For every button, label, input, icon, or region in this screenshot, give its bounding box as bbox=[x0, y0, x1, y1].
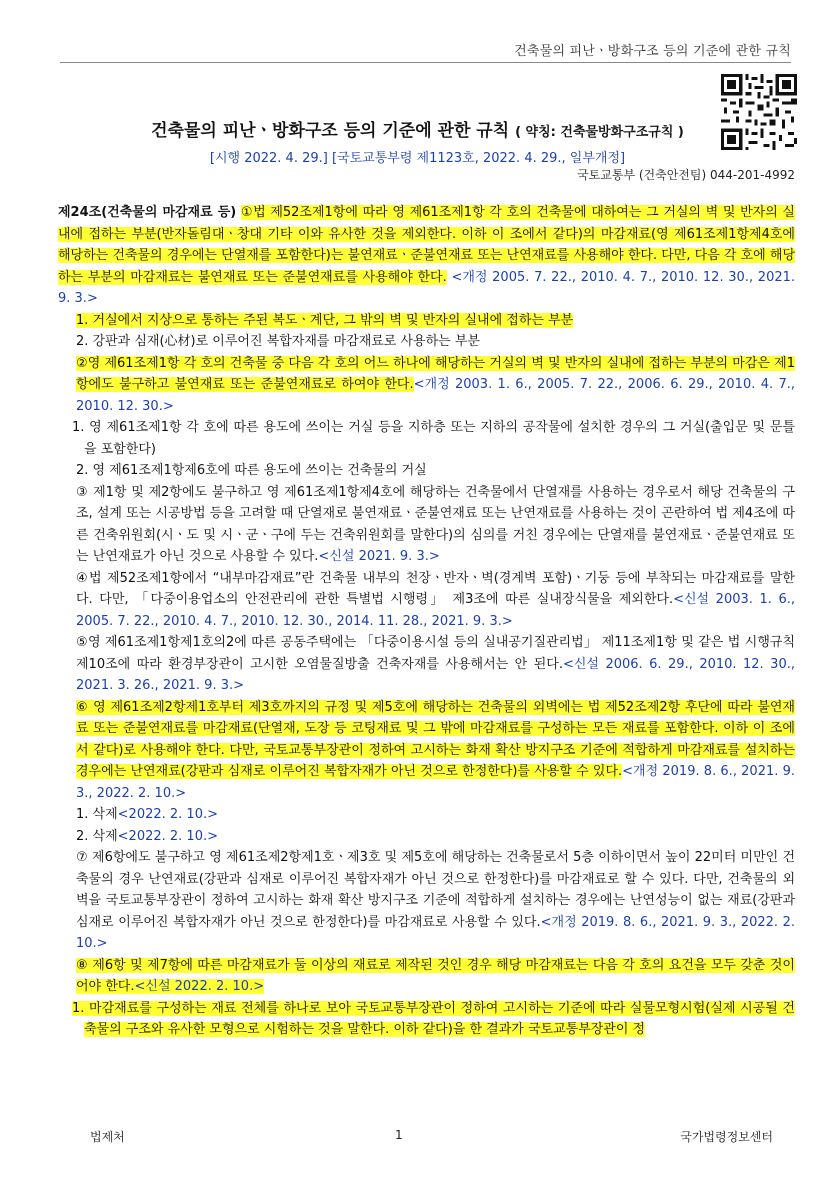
paragraph-2-text: ②영 제61조제1항 각 호의 건축물 중 다음 각 호의 어느 하나에 해당하는 거실의 벽 및 반자의 실내에 접하는 부분의 마감은 제1항에도 불구하고 불연재료 또는 준불연재료로 하여야 한다. bbox=[76, 355, 795, 392]
p6-item-2 bbox=[58, 826, 795, 848]
enforcement-info: [시행 2022. 4. 29.] [국토교통부령 제1123호, 2022. 4. 29., 일부개정] bbox=[209, 151, 626, 166]
p6-item-1-text: 1. 삭제 bbox=[76, 807, 118, 822]
paragraph-3-amend: <신설 2021. 9. 3.> bbox=[318, 549, 440, 564]
paragraph-6-text: ⑥ 영 제61조제2항제1호부터 제3호까지의 규정 및 제5호에 해당하는 건축물의 외벽에는 법 제52조제2항 후단에 따라 불연재료 또는 준불연재료를 마감재료(단열재, 도장 등 코팅재료 및 그 밖에 마감재료를 구성하는 모든 재료를 포함한다. 이하 이 조에서 같다)로 사용해야 한다. 다만, 국토교통부장관이 정하여 고시하는 화재 확산 방지구조 기준에 적합하게 마감재료를 설치하는 경우에는 난연재료(강판과 심재로 이루어진 복합자재가 아닌 것으로 한정한다)를 사용할 수 있다. bbox=[76, 699, 795, 779]
p6-item-1 bbox=[58, 804, 795, 826]
article-body bbox=[58, 202, 795, 1041]
p6-item-2-text: 2. 삭제 bbox=[76, 828, 118, 844]
paragraph-4 bbox=[58, 568, 795, 633]
paragraph-2-amend: <개정 2003. 1. 6., 2005. 7. 22., 2006. 6. 29., 2010. 4. 7., 2010. 12. 30.> bbox=[76, 377, 795, 414]
paragraph-6 bbox=[58, 697, 795, 805]
p6-item-2-amend: <2022. 2. 10.> bbox=[117, 828, 218, 844]
paragraph-7-text: ⑦ 제6항에도 불구하고 영 제61조제2항제1호ㆍ제3호 및 제5호에 해당하는 건축물로서 5층 이하이면서 높이 22미터 미만인 건축물의 경우 난연재료(강판과 심재로 이루어진 복합자재가 아닌 것으로 한정한다)를 마감재료로 할 수 있다. 다만, 건축물의 외벽을 국토교통부장관이 정하여 고시하는 화재 확산 방지구조 기준에 적합하게 설치하는 경우에는 난연성능이 없는 재료(강판과 심재로 이루어진 복합자재가 아닌 것으로 한정한다)를 마감재료로 사용할 수 있다. bbox=[76, 850, 795, 930]
paragraph-7-amend: <개정 2019. 8. 6., 2021. 9. 3., 2022. 2. 10.> bbox=[76, 914, 796, 951]
paragraph-8-amend: <신설 2022. 2. 10.> bbox=[134, 979, 265, 994]
paragraph-2 bbox=[58, 353, 795, 418]
footer-left: 법제처 bbox=[90, 1130, 125, 1144]
paragraph-5-text: ⑤영 제61조제1항제1호의2에 따른 공동주택에는 「다중이용시설 등의 실내공기질관리법」 제11조제1항 및 같은 법 시행규칙 제10조에 따라 환경부장관이 고시한 오염물질방출 건축자재를 사용해서는 안 된다. bbox=[76, 635, 795, 672]
paragraph-5 bbox=[58, 632, 795, 697]
running-header-title: 건축물의 피난ㆍ방화구조 등의 기준에 관한 규칙 bbox=[514, 44, 791, 59]
page-number: 1 bbox=[395, 1128, 403, 1142]
p2-item-1: 1. 영 제61조제1항 각 호에 따른 용도에 쓰이는 거실 등을 지하층 또는 지하의 공작물에 설치한 경우의 그 거실(출입문 및 문틀을 포함한다) bbox=[72, 420, 795, 457]
article-heading: 제24조(건축물의 마감재료 등) bbox=[58, 205, 237, 220]
short-name: ( 약칭: 건축물방화구조규칙 ) bbox=[515, 125, 684, 140]
paragraph-1-amend: <개정 2005. 7. 22., 2010. 4. 7., 2010. 12. 30., 2021. 9. 3.> bbox=[58, 269, 796, 306]
header-divider bbox=[60, 62, 791, 63]
paragraph-3 bbox=[58, 482, 795, 568]
paragraph-7 bbox=[58, 847, 795, 955]
footer-right: 국가법령정보센터 bbox=[680, 1130, 773, 1144]
paragraph-8-text: ⑧ 제6항 및 제7항에 따른 마감재료가 둘 이상의 재료로 제작된 것인 경우 해당 마감재료는 다음 각 호의 요건을 모두 갖춘 것이어야 한다. bbox=[76, 957, 795, 994]
paragraph-1-text: ①법 제52조제1항에 따라 영 제61조제1항 각 호의 건축물에 대하여는 그 거실의 벽 및 반자의 실내에 접하는 부분(반자돌림대ㆍ창대 기타 이와 유사한 것을 제외한다. 이하 이 조에서 같다)의 마감재료(영 제61조제1항제4호에 해당하는 건축물의 경우에는 단열재를 포함한다)는 불연재료ㆍ준불연재료 또는 난연재료를 사용해야 한다. 다만, 다음 각 호에 해당하는 부분의 마감재료는 불연재료 또는 준불연재료를 사용해야 한다. bbox=[58, 205, 795, 285]
paragraph-4-amend: <신설 2003. 1. 6., 2005. 7. 22., 2010. 4. 7., 2010. 12. 30., 2014. 11. 28., 2021. 9. 3.> bbox=[76, 592, 795, 629]
document-title bbox=[60, 116, 775, 141]
p1-item-1 bbox=[58, 310, 795, 332]
p8-item-1 bbox=[58, 998, 795, 1041]
paragraph-3-text: ③ 제1항 및 제2항에도 불구하고 영 제61조제1항제4호에 해당하는 건축물에서 단열재를 사용하는 경우로서 해당 건축물의 구조, 설계 또는 시공방법 등을 고려할 때 단열재로 불연재료ㆍ준불연재료 또는 난연재료를 사용하는 것이 곤란하여 법 제4조에 따른 건축위원회(시ㆍ도 및 시ㆍ군ㆍ구에 두는 건축위원회를 말한다)의 심의를 거친 경우에는 단열재를 불연재료ㆍ준불연재료 또는 난연재료가 아닌 것으로 사용할 수 있다. bbox=[76, 484, 795, 564]
p1-item-1-text: 1. 거실에서 지상으로 통하는 주된 복도ㆍ계단, 그 밖의 벽 및 반자의 실내에 접하는 부분 bbox=[76, 312, 574, 328]
p8-item-1-text: 1. 마감재료를 구성하는 재료 전체를 하나로 보아 국토교통부장관이 정하여 고시하는 기준에 따라 실물모형시험(실제 시공될 건축물의 구조와 유사한 모형으로 시험하는 것을 말한다. 이하 같다)을 한 결과가 국토교통부장관이 정 bbox=[72, 1000, 795, 1037]
ministry-contact: 국토교통부 (건축안전팀) 044-201-4992 bbox=[577, 168, 795, 182]
paragraph-6-amend: <개정 2019. 8. 6., 2021. 9. 3., 2022. 2. 10.> bbox=[76, 764, 795, 801]
paragraph-8 bbox=[58, 955, 795, 998]
p2-item-2: 2. 영 제61조제1항제6호에 따른 용도에 쓰이는 건축물의 거실 bbox=[76, 463, 427, 478]
p6-item-1-amend: <2022. 2. 10.> bbox=[117, 807, 218, 822]
paragraph-4-text: ④법 제52조제1항에서 “내부마감재료”란 건축물 내부의 천장ㆍ반자ㆍ벽(경계벽 포함)ㆍ기둥 등에 부착되는 마감재료를 말한다. 다만, 「다중이용업소의 안전관리에 관한 특별법 시행령」 제3조에 따른 실내장식물을 제외한다. bbox=[76, 570, 795, 607]
title-text: 건축물의 피난ㆍ방화구조 등의 기준에 관한 규칙 bbox=[151, 121, 510, 141]
paragraph-5-amend: <신설 2006. 6. 29., 2010. 12. 30., 2021. 3. 26., 2021. 9. 3.> bbox=[76, 656, 795, 693]
p1-item-2: 2. 강판과 심재(心材)로 이루어진 복합자재를 마감재료로 사용하는 부분 bbox=[76, 334, 480, 349]
paragraph-1 bbox=[58, 202, 795, 310]
